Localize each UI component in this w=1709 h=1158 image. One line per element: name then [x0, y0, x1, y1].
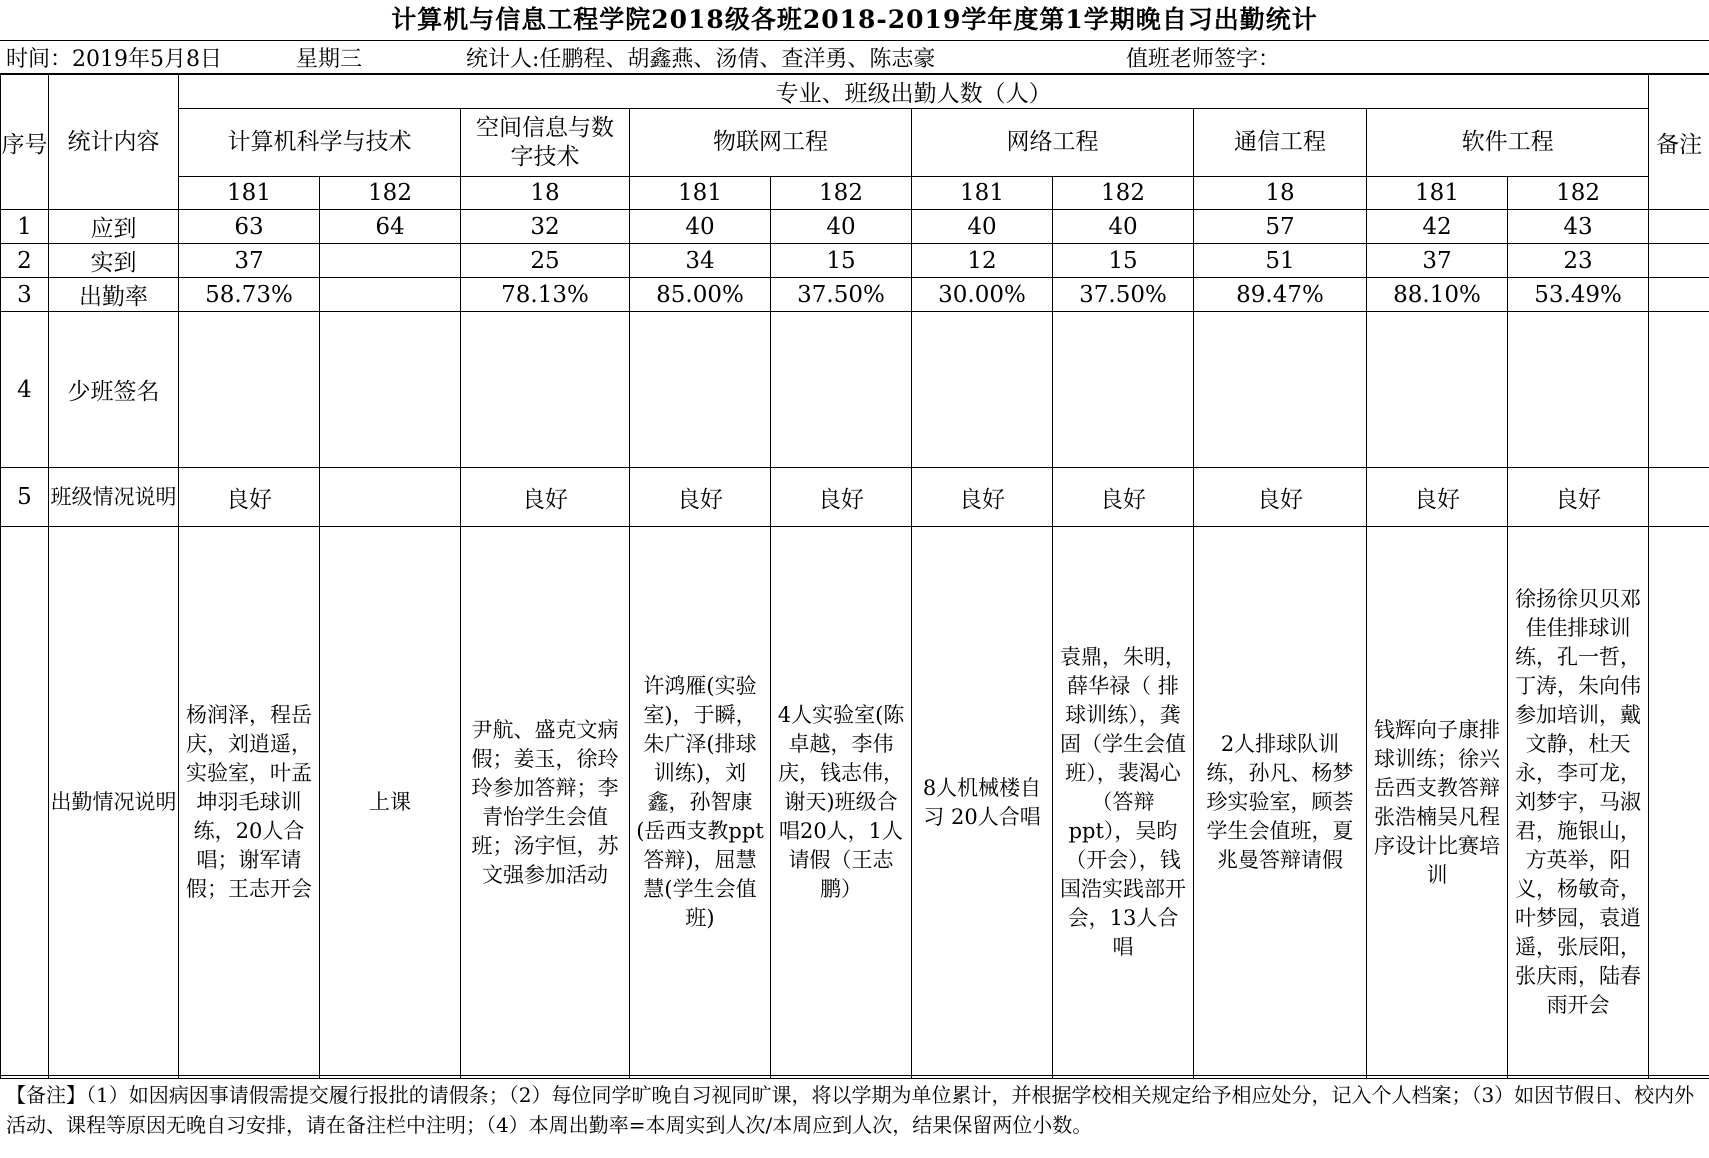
footer-notes: 【备注】（1）如因病因事请假需提交履行报批的请假条；（2）每位同学旷晚自习视同旷课，将以学期为单位累计，并根据学校相关规定给予相应处分，记入个人档案；（3）如因节假日、校内外活动、课程等原因无晚自习安排，请在备注栏中注明；（4）本周出勤率=本周实到人次/本周应到人次，结果保留两位小数。: [0, 1075, 1709, 1158]
cell: 34: [630, 244, 771, 278]
class-header: 181: [1367, 177, 1508, 210]
cell: 88.10%: [1367, 278, 1508, 312]
signature-cell: [630, 312, 771, 468]
cell: 良好: [1367, 468, 1508, 527]
cell: 15: [771, 244, 912, 278]
group-header: 专业、班级出勤人数（人）: [179, 75, 1649, 109]
remark-cell: [1649, 278, 1709, 312]
cell: 良好: [771, 468, 912, 527]
cell: 40: [912, 210, 1053, 244]
cell: 42: [1367, 210, 1508, 244]
cell: 63: [179, 210, 320, 244]
cell: 良好: [1508, 468, 1649, 527]
cell: 43: [1508, 210, 1649, 244]
row-label: 出勤情况说明: [49, 527, 179, 1079]
cell: 58.73%: [179, 278, 320, 312]
cell: 23: [1508, 244, 1649, 278]
signature-cell: [461, 312, 630, 468]
table-row: [1, 468, 1709, 527]
attendance-note: 许鸿雁(实验室)，于瞬，朱广泽(排球训练)，刘鑫，孙智康(岳西支教ppt答辩)，屈慧慧(学生会值班): [630, 527, 771, 1079]
cell: 40: [1053, 210, 1194, 244]
attendance-note: 徐扬徐贝贝邓佳佳排球训练，孔一哲，丁涛，朱向伟参加培训，戴文静，杜天永，李可龙，刘梦宇，马淑君，施银山，方英举，阳义，杨敏奇，叶梦园，袁逍遥，张辰阳，张庆雨，陆春雨开会: [1508, 527, 1649, 1079]
row-seq: 2: [1, 244, 49, 278]
signature-cell: [320, 312, 461, 468]
class-header: 182: [771, 177, 912, 210]
remark-header: 备注: [1649, 75, 1709, 210]
signature-cell: [1053, 312, 1194, 468]
class-header: 182: [320, 177, 461, 210]
cell: 良好: [179, 468, 320, 527]
row-label: 少班签名: [49, 312, 179, 468]
cell: 40: [771, 210, 912, 244]
cell: 89.47%: [1194, 278, 1367, 312]
cell: 30.00%: [912, 278, 1053, 312]
content-header: 统计内容: [49, 75, 179, 210]
signature-cell: [1194, 312, 1367, 468]
cell: 57: [1194, 210, 1367, 244]
class-header: 181: [179, 177, 320, 210]
attendance-note: 袁鼎，朱明，薛华禄（ 排球训练），龚固（学生会值班），裴渴心（答辩ppt），吴昀（开会），钱国浩实践部开会，13人合唱: [1053, 527, 1194, 1079]
row-seq: 4: [1, 312, 49, 468]
major-header: 网络工程: [912, 109, 1194, 177]
cell: [320, 468, 461, 527]
major-header: 软件工程: [1367, 109, 1649, 177]
cell: 40: [630, 210, 771, 244]
remark-cell: [1649, 210, 1709, 244]
table-row: [1, 527, 1709, 1079]
attendance-note: 上课: [320, 527, 461, 1079]
cell: 51: [1194, 244, 1367, 278]
major-header: 物联网工程: [630, 109, 912, 177]
cell: 12: [912, 244, 1053, 278]
row-seq: [1, 527, 49, 1079]
teacher-sign-text: 值班老师签字：: [1126, 46, 1281, 72]
attendance-table: [0, 74, 1709, 1079]
table-row: [1, 312, 1709, 468]
remark-cell: [1649, 312, 1709, 468]
attendance-note: 2人排球队训练，孙凡、杨梦珍实验室，顾荟学生会值班，夏兆曼答辩请假: [1194, 527, 1367, 1079]
major-header: 空间信息与数字技术: [461, 109, 630, 177]
cell: 37: [179, 244, 320, 278]
table-row: [1, 244, 1709, 278]
table-row: [1, 278, 1709, 312]
signature-cell: [912, 312, 1053, 468]
table-row: [1, 210, 1709, 244]
row-label: 实到: [49, 244, 179, 278]
stats-by-text: 统计人:任鹏程、胡鑫燕、汤倩、查洋勇、陈志豪: [466, 46, 936, 72]
cell: 85.00%: [630, 278, 771, 312]
class-header: 182: [1053, 177, 1194, 210]
cell: 15: [1053, 244, 1194, 278]
cell: 53.49%: [1508, 278, 1649, 312]
class-header: 182: [1508, 177, 1649, 210]
cell: 良好: [1194, 468, 1367, 527]
major-header: 通信工程: [1194, 109, 1367, 177]
class-header: 181: [912, 177, 1053, 210]
row-label: 出勤率: [49, 278, 179, 312]
remark-cell: [1649, 527, 1709, 1079]
attendance-note: 8人机械楼自习 20人合唱: [912, 527, 1053, 1079]
cell: 37: [1367, 244, 1508, 278]
cell: 32: [461, 210, 630, 244]
cell: 良好: [461, 468, 630, 527]
major-header: 计算机科学与技术: [179, 109, 461, 177]
row-label: 班级情况说明: [49, 468, 179, 527]
attendance-note: 4人实验室(陈卓越，李伟庆，钱志伟，谢天)班级合唱20人，1人请假（王志鹏）: [771, 527, 912, 1079]
attendance-note: 尹航、盛克文病假；姜玉，徐玲玲参加答辩；李青怡学生会值班；汤宇恒，苏文强参加活动: [461, 527, 630, 1079]
attendance-note: 杨润泽，程岳庆，刘逍遥，实验室，叶孟坤羽毛球训练，20人合唱；谢军请假；王志开会: [179, 527, 320, 1079]
cell: [320, 278, 461, 312]
attendance-note: 钱辉向子康排球训练；徐兴岳西支教答辩张浩楠吴凡程序设计比赛培训: [1367, 527, 1508, 1079]
row-seq: 3: [1, 278, 49, 312]
meta-row: [0, 40, 1709, 74]
seq-header: 序号: [1, 75, 49, 210]
remark-cell: [1649, 468, 1709, 527]
class-header: 18: [1194, 177, 1367, 210]
cell: 37.50%: [1053, 278, 1194, 312]
cell: 37.50%: [771, 278, 912, 312]
signature-cell: [771, 312, 912, 468]
row-seq: 5: [1, 468, 49, 527]
cell: [320, 244, 461, 278]
cell: 良好: [912, 468, 1053, 527]
signature-cell: [179, 312, 320, 468]
sheet-title: 计算机与信息工程学院2018级各班2018-2019学年度第1学期晚自习出勤统计: [391, 5, 1318, 34]
weekday-text: 星期三: [296, 46, 363, 72]
date-text: 时间：2019年5月8日: [6, 46, 222, 72]
cell: 25: [461, 244, 630, 278]
cell: 78.13%: [461, 278, 630, 312]
class-header: 18: [461, 177, 630, 210]
remark-cell: [1649, 244, 1709, 278]
cell: 64: [320, 210, 461, 244]
signature-cell: [1508, 312, 1649, 468]
row-seq: 1: [1, 210, 49, 244]
cell: 良好: [630, 468, 771, 527]
signature-cell: [1367, 312, 1508, 468]
cell: 良好: [1053, 468, 1194, 527]
row-label: 应到: [49, 210, 179, 244]
class-header: 181: [630, 177, 771, 210]
